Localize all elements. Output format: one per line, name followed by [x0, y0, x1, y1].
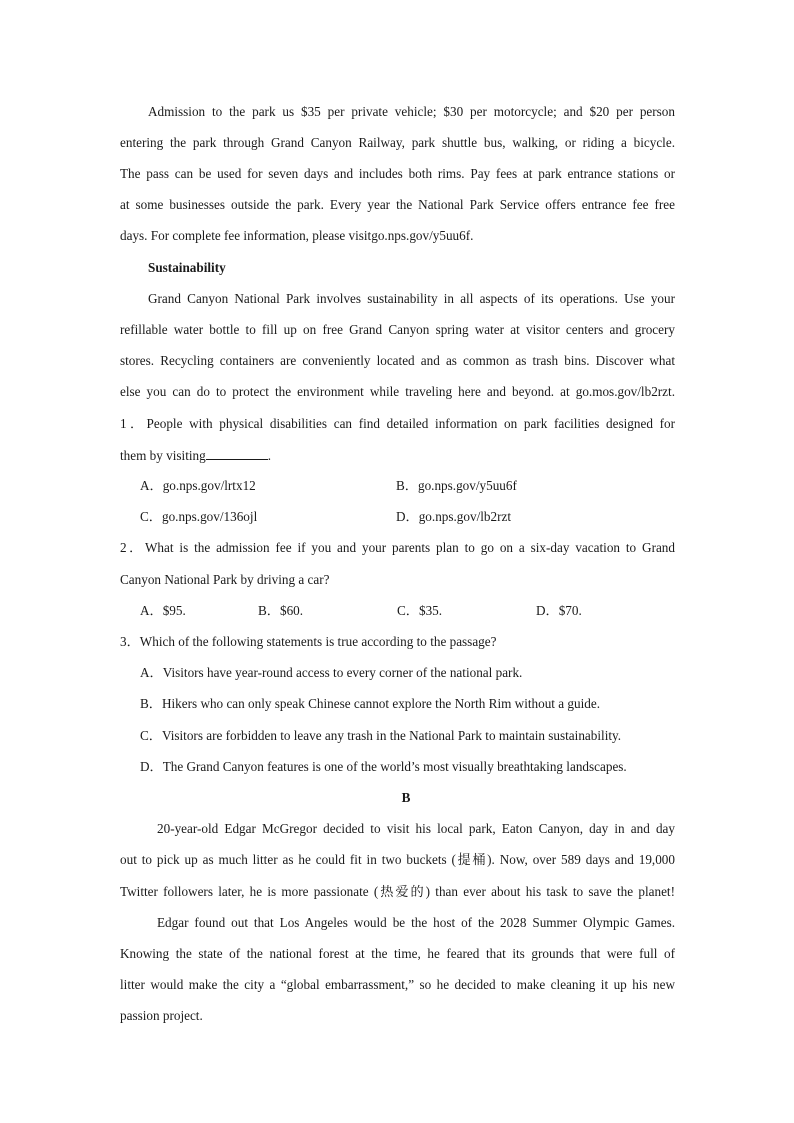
admission-line-3: The pass can be used for seven days and includes both rims. Pay fees at park entrance stations or: [120, 166, 675, 181]
question-3-option-a: A．Visitors have year-round access to every corner of the national park.: [140, 665, 523, 680]
question-3-line-1: 3．Which of the following statements is true according to the passage?: [120, 634, 497, 649]
answer-blank: [206, 447, 268, 460]
passage-b-para2-line-4: passion project.: [120, 1008, 203, 1023]
question-2-line-1: 2．What is the admission fee if you and your parents plan to go on a six-day vacation to Grand: [120, 540, 675, 555]
admission-line-1: Admission to the park us $35 per private vehicle; $30 per motorcycle; and $20 per person: [148, 104, 675, 119]
passage-b-heading: B: [401, 790, 411, 805]
admission-line-4: at some businesses outside the park. Every year the National Park Service offers entrance fee free: [120, 197, 675, 212]
question-1-line-2: [120, 447, 675, 464]
sustainability-heading: Sustainability: [148, 260, 226, 275]
sustainability-line-4: else you can do to protect the environment while traveling here and beyond. at go.mos.gov/lb2rzt.: [120, 384, 675, 399]
question-2-option-d: D．$70.: [536, 603, 582, 618]
passage-b-para2-line-3: litter would make the city a “global embarrassment,” so he decided to make cleaning it up his new: [120, 977, 675, 992]
question-1-period: .: [267, 448, 272, 463]
question-1-line-1: 1．People with physical disabilities can find detailed information on park facilities designed for: [120, 416, 675, 431]
admission-line-2: entering the park through Grand Canyon Railway, park shuttle bus, walking, or riding a bicycle.: [120, 135, 675, 150]
question-1-option-c: C．go.nps.gov/136ojl: [140, 509, 258, 524]
passage-b-para1-line-1: 20-year-old Edgar McGregor decided to visit his local park, Eaton Canyon, day in and day: [157, 821, 675, 836]
question-1-option-d: D．go.nps.gov/lb2rzt: [396, 509, 512, 524]
passage-b-para1-line-2: out to pick up as much litter as he could fit in two buckets (提桶). Now, over 589 days and 19,000: [120, 852, 675, 867]
sustainability-line-3: stores. Recycling containers are conveniently located and as common as trash bins. Discover what: [120, 353, 675, 368]
question-2-line-2: Canyon National Park by driving a car?: [120, 572, 330, 587]
admission-line-5: days. For complete fee information, please visitgo.nps.gov/y5uu6f.: [120, 228, 474, 243]
question-3-option-d: D．The Grand Canyon features is one of the world’s most visually breathtaking landscapes.: [140, 759, 627, 774]
question-1-option-b: B．go.nps.gov/y5uu6f: [396, 478, 517, 493]
passage-b-para2-line-2: Knowing the state of the national forest at the time, he feared that its grounds that were full of: [120, 946, 675, 961]
question-2-option-b: B．$60.: [258, 603, 304, 618]
question-2-option-c: C．$35.: [397, 603, 443, 618]
sustainability-line-1: Grand Canyon National Park involves sustainability in all aspects of its operations. Use your: [148, 291, 675, 306]
question-1-option-a: A．go.nps.gov/lrtx12: [140, 478, 256, 493]
sustainability-line-2: refillable water bottle to fill up on free Grand Canyon spring water at visitor centers and grocery: [120, 322, 675, 337]
question-2-option-a: A．$95.: [140, 603, 186, 618]
question-3-option-c: C．Visitors are forbidden to leave any trash in the National Park to maintain sustainability.: [140, 728, 622, 743]
question-3-option-b: B．Hikers who can only speak Chinese cannot explore the North Rim without a guide.: [140, 696, 601, 711]
question-1-stem-end: them by visiting: [120, 448, 206, 463]
passage-b-para1-line-3: Twitter followers later, he is more passionate (热爱的) than ever about his task to save the planet!: [120, 884, 675, 899]
passage-b-para2-line-1: Edgar found out that Los Angeles would be the host of the 2028 Summer Olympic Games.: [157, 915, 675, 930]
